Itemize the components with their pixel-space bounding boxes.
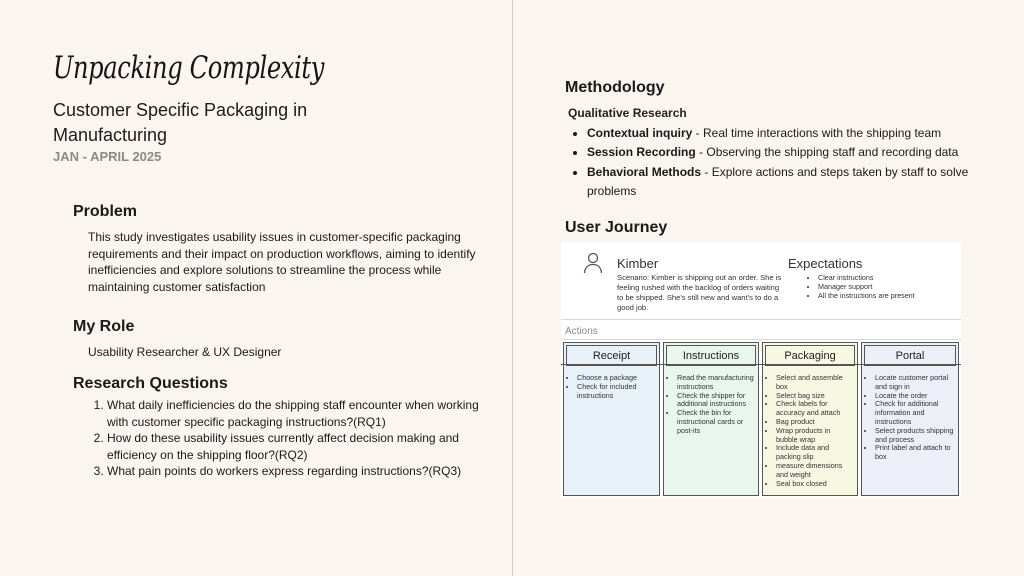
action-item: • measure dimensions and weight (776, 462, 853, 480)
user-journey-heading: User Journey (565, 219, 668, 236)
action-item: • Seal box closed (776, 480, 853, 489)
user-journey-map (561, 242, 961, 498)
stage-portal (861, 342, 959, 496)
divider (561, 339, 961, 340)
stage-receipt (563, 342, 660, 496)
action-item: • Check the bin for instructional cards or post-its (677, 409, 754, 435)
action-item: • Read the manufacturing instructions (677, 374, 754, 392)
expectation-item: • Manager support (818, 282, 928, 291)
methodology-term: Contextual inquiry (587, 126, 693, 140)
methodology-item (587, 124, 987, 143)
persona-scenario: Scenario: Kimber is shipping out an order. She is feeling rushed with the backlog of orders waiting to be shipped. She's still new and want's to do a good job. (617, 273, 782, 312)
research-question: 3. What pain points do workers express regarding instructions?(RQ3) (107, 463, 497, 480)
research-questions-heading: Research Questions (73, 375, 228, 392)
action-item: • Check for additional information and instructions (875, 400, 954, 426)
methodology-desc: - Explore actions and steps taken by staff to solve problems (587, 164, 969, 198)
qualitative-research-heading: Qualitative Research (568, 106, 687, 120)
role-heading: My Role (73, 318, 135, 335)
action-item: • Locate customer portal and sign in (875, 374, 954, 392)
action-item: • Wrap products in bubble wrap (776, 427, 853, 445)
project-dates: JAN - APRIL 2025 (53, 149, 162, 164)
action-item: • Print label and attach to box (875, 444, 954, 462)
action-item: • Check labels for accuracy and attach (776, 400, 853, 418)
research-questions-list (88, 397, 497, 480)
journey-guide-line (561, 364, 961, 365)
action-item: • Bag product (776, 418, 853, 427)
action-item: • Choose a package (577, 374, 655, 383)
methodology-item (587, 163, 987, 202)
methodology-term: Behavioral Methods (587, 164, 702, 179)
action-item: • Check for included instructions (577, 383, 655, 401)
methodology-term: Session Recording (587, 145, 696, 160)
page-subtitle: Customer Specific Packaging in Manufacturing (53, 100, 308, 145)
stage-actions (763, 374, 857, 488)
center-divider (512, 0, 513, 576)
stage-title: Packaging (765, 345, 855, 366)
stage-title: Instructions (666, 345, 756, 366)
stage-actions (664, 374, 758, 436)
action-item: • Select and assemble box (776, 374, 853, 392)
stage-title: Receipt (566, 345, 657, 366)
stage-packaging (762, 342, 858, 496)
stage-instructions (663, 342, 759, 496)
actions-label: Actions (565, 326, 598, 337)
expectations-list (806, 273, 928, 300)
research-question: 2. How do these usability issues currently affect decision making and efficiency on the shipping floor?(RQ2) (107, 430, 497, 463)
action-item: • Include data and packing slip (776, 444, 853, 462)
persona-name: Kimber (617, 256, 659, 271)
stage-actions (862, 374, 958, 462)
stage-actions (564, 374, 659, 400)
action-item: • Locate the order (875, 392, 954, 401)
research-question: 1. What daily inefficiencies do the shipping staff encounter when working with customer specific packaging instructions?(RQ1) (107, 397, 497, 430)
methodology-desc: - Observing the shipping staff and recording data (695, 145, 959, 160)
problem-heading: Problem (73, 203, 138, 220)
page-title: Unpacking Complexity (53, 50, 324, 86)
action-item: • Check the shipper for additional instructions (677, 392, 754, 410)
action-item: • Select bag size (776, 392, 853, 401)
expectations-heading: Expectations (788, 256, 863, 271)
methodology-heading: Methodology (565, 79, 665, 96)
person-icon (583, 252, 603, 274)
expectation-item: • Clear instructions (818, 273, 928, 282)
stage-title: Portal (864, 345, 956, 366)
expectation-item: • All the instructions are present (818, 291, 928, 300)
methodology-item (587, 143, 987, 162)
methodology-list (570, 124, 987, 201)
divider (561, 319, 961, 320)
methodology-desc: - Real time interactions with the shipping team (692, 126, 942, 140)
problem-text: This study investigates usability issues in customer-specific packaging requirements and their impact on production workflows, aiming to identify inefficiencies and explore solutions to streamline the process while maintaining customer satisfaction (88, 230, 476, 294)
action-item: • Select products shipping and process (875, 427, 954, 445)
role-text: Usability Researcher & UX Designer (88, 345, 282, 359)
